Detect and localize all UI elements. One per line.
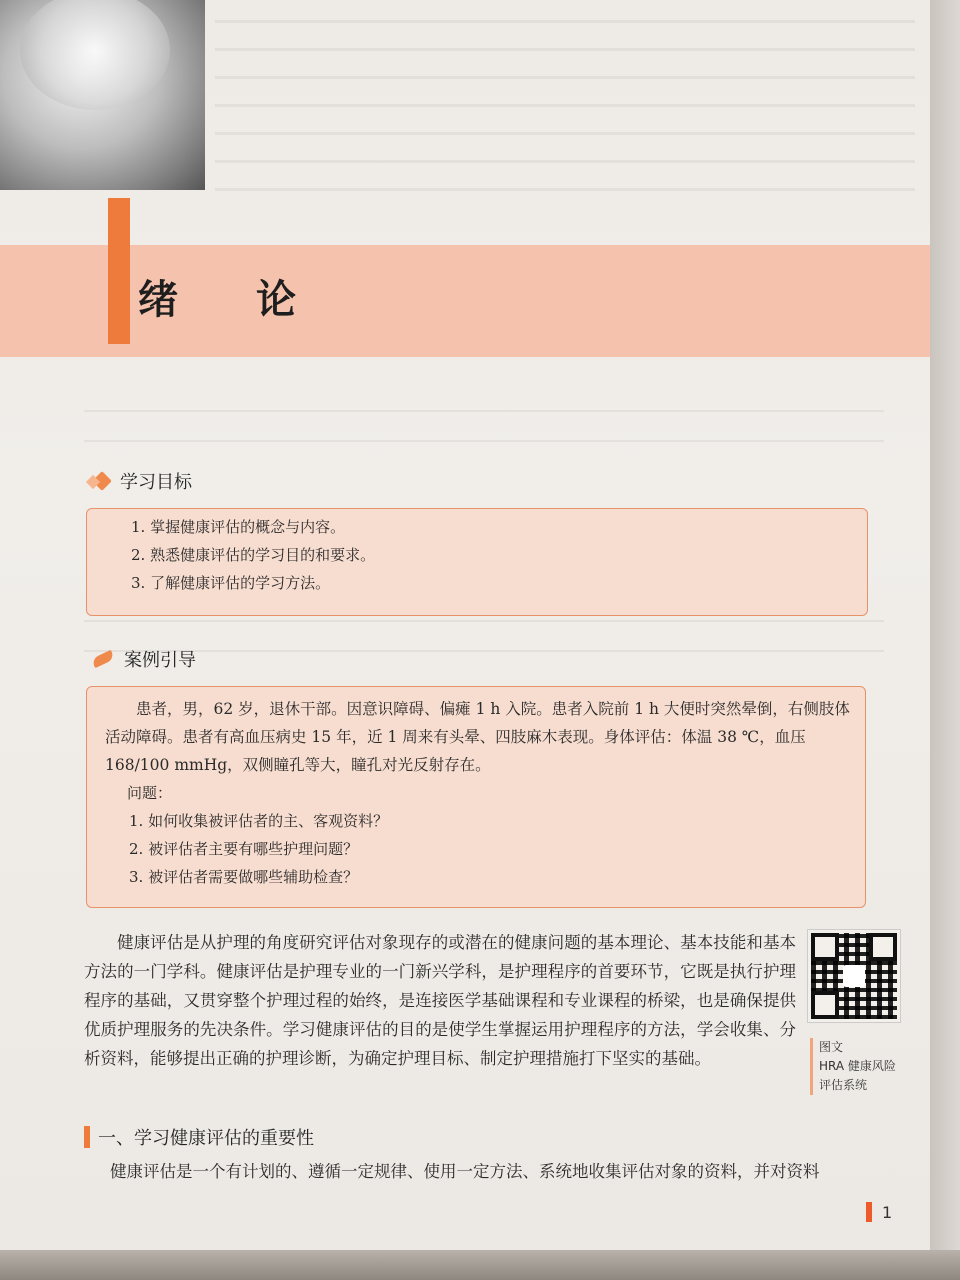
feather-icon bbox=[92, 650, 116, 668]
bleed-through-text bbox=[215, 20, 915, 200]
chapter-title: 绪论 bbox=[138, 277, 374, 323]
intro-paragraph: 健康评估是从护理的角度研究评估对象现存的或潜在的健康问题的基本理论、基本技能和基本方法的一门学科。健康评估是护理专业的一门新兴学科，是护理程序的首要环节，它既是执行护理程序的基础，又贯穿整个护理过程的始终，是连接医学基础课程和专业课程的桥梁，也是确保提供优质护理服务的先决条件。学习健康评估的目的是使学生掌握运用护理程序的方法，学会收集、分析资料，能够提出正确的护理诊断，为确定护理目标、制定护理措施打下坚实的基础。 bbox=[84, 933, 796, 1068]
diamond-icon bbox=[92, 471, 112, 491]
qr-logo-icon bbox=[843, 965, 865, 987]
case-heading-label: 案例引导 bbox=[124, 650, 196, 671]
objectives-heading bbox=[92, 468, 192, 494]
qr-caption: 图文 HRA 健康风险 评估系统 bbox=[810, 1038, 929, 1095]
case-question: 3. 被评估者需要做哪些辅助检查？ bbox=[129, 868, 359, 886]
chapter-photo bbox=[0, 0, 205, 190]
case-question: 1. 如何收集被评估者的主、客观资料？ bbox=[129, 812, 389, 830]
section-heading bbox=[84, 1124, 314, 1150]
objective-item: 3. 了解健康评估的学习方法。 bbox=[131, 574, 331, 592]
page-number bbox=[866, 1202, 892, 1222]
page-number-bar bbox=[866, 1202, 872, 1222]
objective-item: 1. 掌握健康评估的概念与内容。 bbox=[131, 518, 346, 536]
case-description: 患者，男，62 岁，退休干部。因意识障碍、偏瘫 1 h 入院。患者入院前 1 h 大便时突然晕倒，右侧肢体活动障碍。患者有高血压病史 15 年，近 1 周来有头晕、四肢麻木表现。身体评估：体温 38 ℃，血压 168/100 mmHg，双侧瞳孔等大，瞳孔对光反射存在。 bbox=[105, 700, 850, 774]
page-number-label: 1 bbox=[882, 1202, 893, 1222]
objectives-list bbox=[131, 513, 375, 597]
case-questions-label: 问题： bbox=[127, 784, 173, 802]
section-heading-label: 一、学习健康评估的重要性 bbox=[98, 1128, 314, 1149]
qr-code[interactable] bbox=[808, 930, 900, 1022]
page-shadow bbox=[0, 1250, 960, 1280]
objectives-heading-label: 学习目标 bbox=[120, 472, 192, 493]
page-edge bbox=[930, 0, 960, 1280]
case-question: 2. 被评估者主要有哪些护理问题？ bbox=[129, 840, 359, 858]
objectives-box bbox=[86, 508, 868, 616]
case-heading bbox=[92, 646, 196, 672]
chapter-accent-bar bbox=[108, 198, 130, 344]
objective-item: 2. 熟悉健康评估的学习目的和要求。 bbox=[131, 546, 376, 564]
section-first-line: 健康评估是一个有计划的、遵循一定规律、使用一定方法、系统地收集评估对象的资料，并对资料 bbox=[110, 1162, 820, 1181]
heading-accent-bar bbox=[84, 1126, 90, 1148]
case-box bbox=[86, 686, 866, 908]
